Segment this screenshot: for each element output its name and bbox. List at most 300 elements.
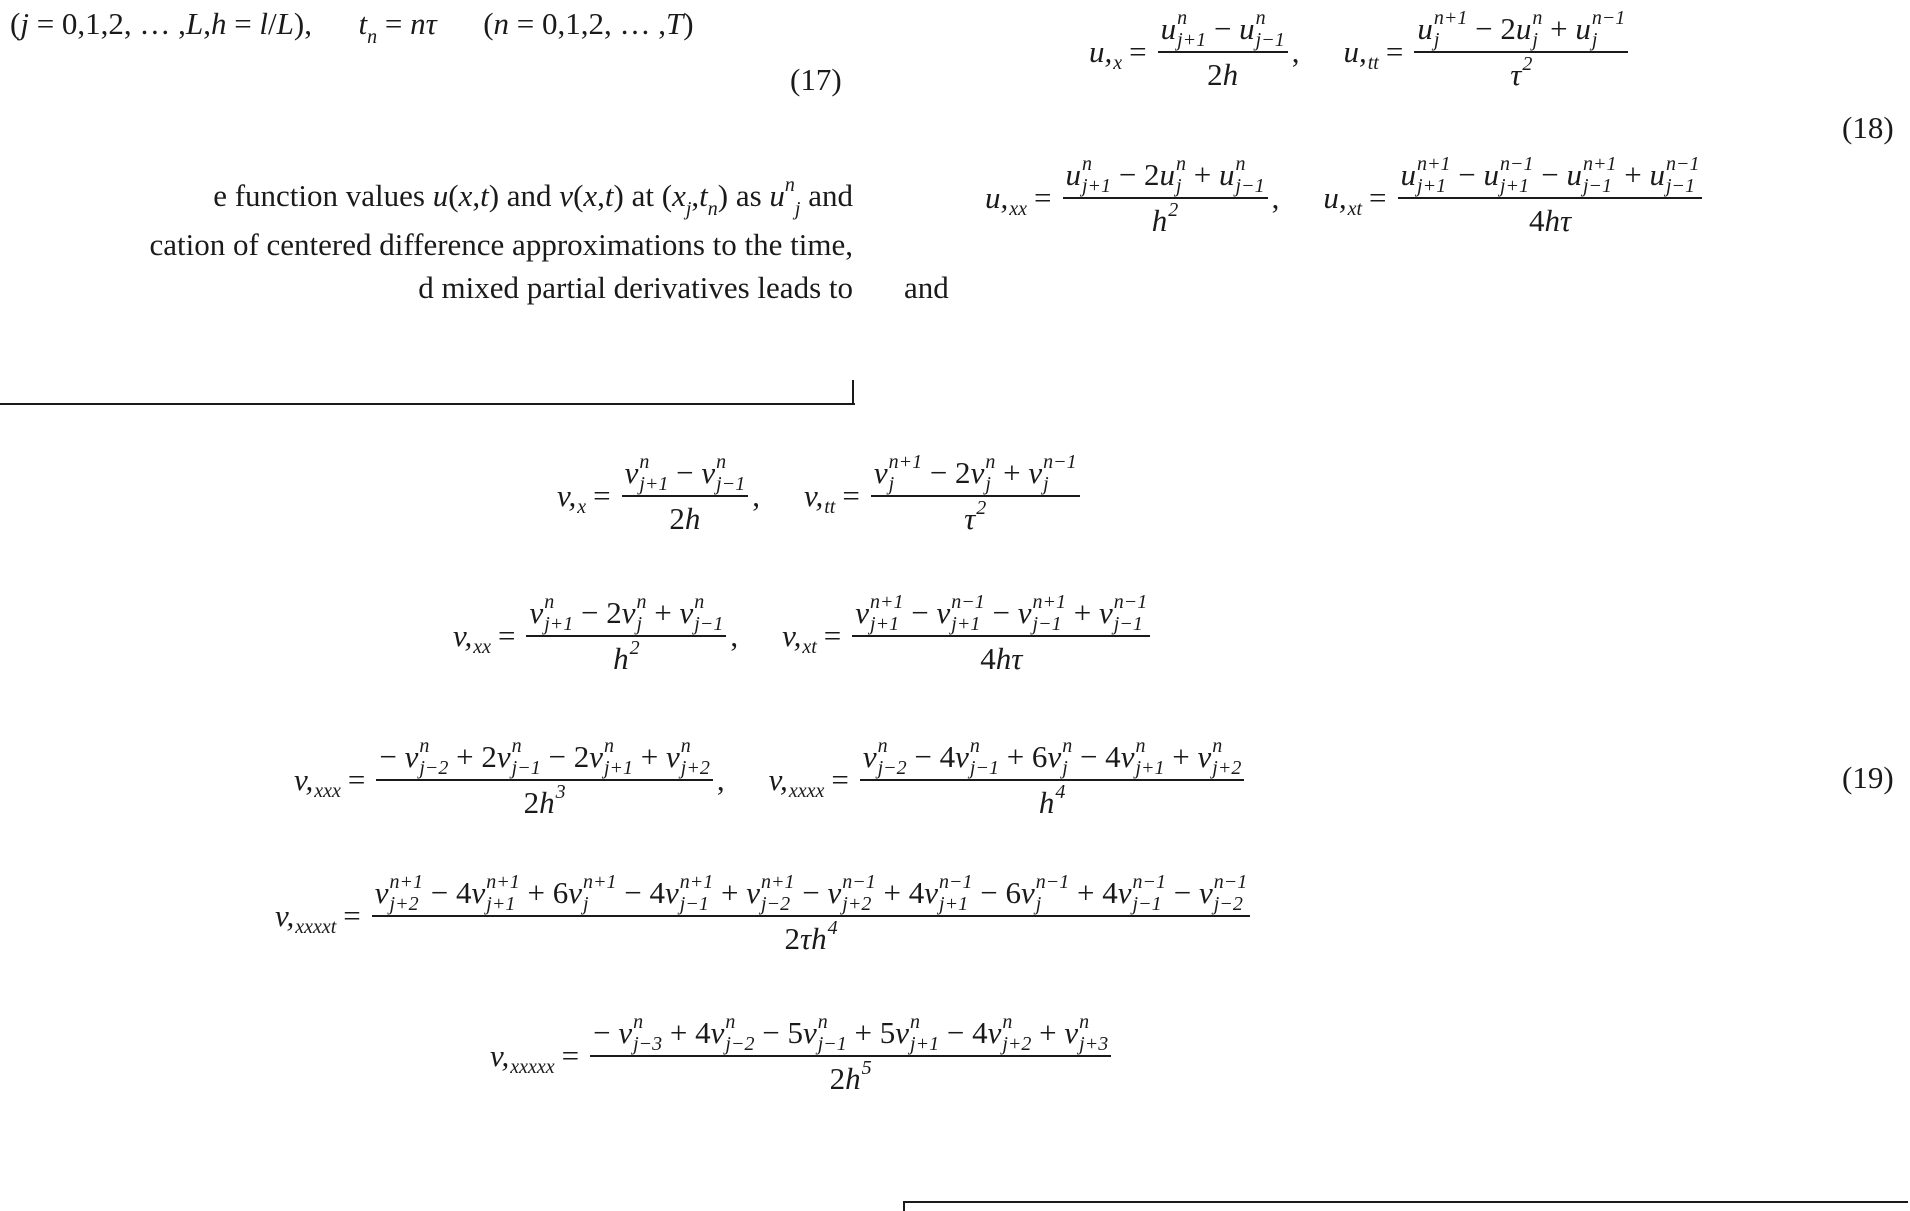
term-variable: v: [936, 595, 951, 630]
term-coefficient: +: [995, 455, 1029, 490]
fraction-numerator: [372, 871, 1251, 917]
term-scripts: [680, 873, 714, 913]
term-variable: v: [1017, 595, 1032, 630]
math-term: [1066, 155, 1112, 195]
term-coefficient: 4: [1528, 203, 1545, 238]
term-variable: u: [1649, 157, 1665, 192]
text-segment: ,: [472, 178, 481, 213]
term-subscript: j−1: [1582, 175, 1613, 197]
term-subscript: j: [888, 473, 895, 495]
term-scripts: [970, 737, 999, 777]
text-segment: = 0,1,2, … ,: [509, 6, 667, 41]
math-term: [1510, 55, 1532, 95]
term-coefficient: −: [903, 595, 937, 630]
equals-sign: =: [497, 618, 516, 653]
term-subscript: j+2: [1002, 1033, 1032, 1055]
term-subscript: j+1: [870, 613, 900, 635]
math-variable: t: [699, 178, 708, 213]
term-subscript: j−3: [633, 1033, 663, 1055]
term-scripts: [630, 639, 640, 679]
term-superscript: 2: [976, 497, 987, 519]
term-variable: v: [624, 455, 639, 490]
term-subscript: xt: [802, 636, 817, 658]
text-segment: (: [573, 178, 584, 213]
math-term: [453, 616, 491, 656]
column-rule-bottom-tick: [903, 1201, 905, 1211]
text-segment: /: [268, 6, 277, 41]
term-subscript: xx: [473, 636, 491, 658]
term-scripts: [1113, 32, 1122, 72]
term-scripts: [802, 616, 816, 656]
term-variable: u,: [1323, 180, 1347, 215]
term-variable: h: [1222, 57, 1239, 92]
math-term: [1165, 737, 1242, 777]
math-subscript: j: [794, 198, 801, 220]
math-variable: L: [185, 6, 204, 41]
term-subscript: j−1: [1113, 613, 1143, 635]
term-subscript: j+1: [544, 613, 574, 635]
term-variable: v: [1199, 875, 1213, 910]
fraction-numerator: [1398, 153, 1703, 199]
term-superscript: n+1: [1582, 153, 1617, 175]
math-term: [1039, 783, 1066, 823]
term-subscript: j+1: [951, 613, 981, 635]
math-variable: t: [604, 178, 614, 213]
term-variable: u: [1160, 11, 1177, 46]
term-scripts: [1082, 155, 1111, 195]
term-variable: v: [710, 1015, 725, 1050]
term-variable: v: [471, 875, 486, 910]
term-variable: v,: [782, 618, 802, 653]
term-scripts: [1368, 32, 1379, 72]
term-variable: u: [1566, 157, 1582, 192]
math-term: [769, 760, 825, 800]
term-scripts: [1133, 873, 1167, 913]
term-superscript: n: [716, 451, 727, 473]
math-term: [784, 919, 837, 959]
equation-item: [804, 451, 1084, 541]
fraction-denominator: [961, 497, 989, 541]
equation-row: [294, 735, 1248, 825]
term-scripts: [512, 737, 541, 777]
fraction: [622, 451, 749, 541]
fraction: [1063, 153, 1268, 243]
equation-item: [453, 591, 738, 681]
term-subscript: [828, 941, 838, 959]
text-segment: (: [10, 6, 21, 41]
math-term: [939, 1013, 1031, 1053]
term-scripts: [637, 593, 647, 633]
equals-sign: =: [1034, 180, 1052, 215]
term-variable: u: [1575, 11, 1591, 46]
equals-sign: =: [347, 762, 366, 797]
math-term: [1066, 593, 1147, 633]
term-subscript: j+1: [1417, 175, 1447, 197]
term-subscript: j: [636, 613, 643, 635]
fraction-numerator: [622, 451, 749, 497]
term-subscript: xxxx: [788, 780, 825, 802]
term-superscript: n+1: [888, 451, 923, 473]
term-superscript: n: [969, 735, 980, 757]
text-segment: (: [436, 6, 494, 41]
term-coefficient: + 6: [998, 739, 1048, 774]
fraction-denominator: [1204, 53, 1241, 97]
term-superscript: 2: [1522, 53, 1533, 75]
term-scripts: [544, 593, 573, 633]
fraction-denominator: [1526, 199, 1574, 243]
term-subscript: xxxxx: [510, 1056, 555, 1078]
term-scripts: [725, 1013, 754, 1053]
term-subscript: j+1: [1500, 175, 1530, 197]
term-subscript: x: [577, 496, 587, 518]
math-term: [1534, 155, 1617, 195]
math-term: [754, 1013, 846, 1053]
term-coefficient: +: [713, 875, 747, 910]
math-term: [1467, 9, 1542, 49]
math-subscript: j: [685, 198, 692, 220]
math-variable: T: [666, 6, 684, 41]
equals-sign: =: [831, 762, 849, 797]
term-subscript: [1168, 223, 1178, 241]
term-variable: v: [621, 595, 636, 630]
math-variable: h: [210, 6, 227, 41]
equals-sign: =: [593, 478, 611, 513]
term-superscript: n: [1062, 735, 1073, 757]
term-coefficient: −: [668, 455, 702, 490]
term-scripts: [862, 1059, 872, 1099]
term-coefficient: +: [646, 595, 680, 630]
term-coefficient: − 2: [540, 739, 590, 774]
text-segment: =: [226, 6, 260, 41]
term-subscript: j+1: [1135, 757, 1165, 779]
term-superscript: n: [1002, 1011, 1013, 1033]
term-variable: v: [746, 875, 761, 910]
term-variable: v,: [294, 762, 314, 797]
fraction: [1158, 7, 1288, 97]
term-variable: v: [1197, 739, 1212, 774]
term-variable: v: [1117, 875, 1132, 910]
term-superscript: n: [694, 591, 705, 613]
math-term: [625, 453, 669, 493]
term-subscript: j+1: [1177, 29, 1207, 51]
fraction-denominator: [1149, 199, 1182, 243]
term-variable: v,: [768, 762, 788, 797]
fraction-denominator: [781, 917, 840, 961]
fraction-numerator: [1414, 7, 1628, 53]
term-variable: τ: [1510, 57, 1522, 92]
term-variable: v: [496, 739, 511, 774]
term-subscript: j: [1062, 757, 1068, 779]
term-superscript: n: [680, 735, 691, 757]
term-coefficient: + 4: [662, 1015, 711, 1050]
term-subscript: j: [985, 473, 991, 495]
term-coefficient: + 4: [875, 875, 925, 910]
term-scripts: [1002, 1013, 1031, 1053]
term-coefficient: −: [379, 739, 405, 774]
fraction-numerator: [376, 735, 713, 781]
equation-row: [490, 1011, 1115, 1101]
term-variable: v: [873, 455, 888, 490]
term-scripts: [694, 593, 723, 633]
text-segment: ,: [597, 178, 605, 213]
trailing-comma: ,: [716, 762, 725, 797]
math-term: [1529, 203, 1571, 239]
term-variable: v,: [490, 1038, 510, 1073]
term-scripts: [1348, 178, 1362, 218]
math-term: [647, 593, 724, 633]
column-rule-top: [0, 403, 855, 405]
math-term: [1111, 155, 1186, 195]
term-coefficient: −: [1450, 157, 1484, 192]
term-variable: v: [618, 1015, 633, 1050]
term-coefficient: 2: [669, 501, 685, 536]
term-subscript: j+1: [603, 757, 634, 779]
math-term: [1451, 155, 1534, 195]
term-superscript: n: [1532, 7, 1543, 29]
term-coefficient: − 4: [616, 875, 666, 910]
math-term: [1152, 201, 1179, 241]
term-superscript: [1009, 178, 1027, 196]
math-term: [1206, 9, 1285, 49]
math-term: [1069, 873, 1166, 913]
term-subscript: j+1: [939, 893, 969, 915]
term-subscript: j+2: [389, 893, 419, 915]
math-term: [782, 616, 817, 656]
equation-item: [1343, 7, 1632, 97]
term-subscript: j−2: [725, 1033, 755, 1055]
term-scripts: [681, 737, 710, 777]
term-subscript: j−1: [1255, 29, 1285, 51]
text-segment: d mixed partial derivatives leads to: [418, 270, 853, 305]
term-scripts: [976, 499, 986, 539]
math-term: [1161, 9, 1207, 49]
fraction-numerator: [590, 1011, 1111, 1057]
math-term: [529, 593, 573, 633]
math-term: [593, 1013, 662, 1053]
term-superscript: n: [1212, 735, 1223, 757]
term-superscript: n: [877, 735, 888, 757]
equation-row: [275, 871, 1254, 961]
term-scripts: [1177, 9, 1206, 49]
fraction: [590, 1011, 1111, 1101]
term-scripts: [583, 873, 617, 913]
term-variable: v: [955, 739, 969, 774]
term-scripts: [1417, 155, 1451, 195]
math-variable: L: [276, 6, 294, 41]
math-variable: t: [480, 178, 489, 213]
math-variable: nτ: [410, 6, 437, 41]
term-superscript: 4: [1055, 781, 1066, 803]
math-term: [1089, 32, 1122, 72]
term-superscript: n−1: [1035, 871, 1070, 893]
term-superscript: [802, 616, 816, 634]
term-coefficient: − 4: [423, 875, 472, 910]
paragraph-line-1: [213, 174, 853, 220]
fraction: [1414, 7, 1628, 97]
math-term: [985, 593, 1066, 633]
term-superscript: n: [910, 1011, 921, 1033]
term-coefficient: 2: [523, 785, 540, 820]
term-subscript: j−2: [1213, 893, 1243, 915]
term-variable: hτ: [1544, 203, 1572, 238]
equals-sign: =: [561, 1038, 580, 1073]
term-subscript: j−1: [817, 1033, 847, 1055]
term-variable: v: [666, 739, 680, 774]
math-term: [490, 1036, 555, 1076]
math-term: [922, 453, 995, 493]
term-scripts: [1114, 593, 1148, 633]
trailing-comma: ,: [730, 618, 739, 653]
math-term: [973, 873, 1070, 913]
term-variable: τh: [799, 921, 827, 956]
math-variable: u: [432, 178, 449, 213]
fraction-denominator: [521, 781, 569, 825]
term-coefficient: −: [1533, 157, 1567, 192]
fraction: [372, 871, 1251, 961]
math-term: [669, 501, 700, 537]
term-scripts: [1583, 155, 1617, 195]
term-coefficient: −: [984, 595, 1018, 630]
math-term: [524, 783, 566, 823]
term-superscript: n−1: [1500, 153, 1534, 175]
math-variable: n: [493, 6, 510, 41]
term-superscript: 5: [861, 1057, 872, 1079]
math-variable: u: [769, 178, 785, 213]
term-variable: h: [1151, 203, 1168, 238]
math-variable: t: [358, 6, 368, 41]
term-superscript: [577, 476, 586, 494]
math-term: [904, 593, 985, 633]
math-term: [980, 641, 1022, 677]
term-scripts: [1036, 873, 1070, 913]
fraction-numerator: [871, 451, 1080, 497]
equation-row: [557, 451, 1084, 541]
term-coefficient: + 5: [846, 1015, 896, 1050]
math-term: [985, 178, 1027, 218]
term-superscript: n−1: [1591, 7, 1626, 29]
term-variable: v,: [803, 478, 824, 513]
term-variable: v: [895, 1015, 910, 1050]
term-superscript: [295, 896, 336, 914]
term-scripts: [633, 1013, 662, 1053]
term-scripts: [1256, 9, 1285, 49]
term-subscript: [556, 805, 566, 823]
term-coefficient: 2: [829, 1061, 846, 1096]
equation-item: [769, 735, 1249, 825]
term-variable: u,: [1089, 34, 1113, 69]
term-coefficient: −: [794, 875, 828, 910]
and-label: and: [904, 270, 949, 305]
term-variable: τ: [964, 501, 976, 536]
math-term: [379, 737, 448, 777]
term-variable: v: [970, 455, 985, 490]
term-scripts: [910, 1013, 939, 1053]
term-subscript: [1055, 805, 1065, 823]
term-superscript: 4: [827, 917, 838, 939]
term-coefficient: +: [1616, 157, 1650, 192]
term-superscript: n: [817, 1011, 828, 1033]
term-coefficient: + 4: [1069, 875, 1118, 910]
term-coefficient: − 2: [1467, 11, 1516, 46]
term-variable: v: [665, 875, 679, 910]
term-subscript: j: [1035, 893, 1042, 915]
term-subscript: tt: [1367, 52, 1379, 74]
term-variable: u: [1159, 157, 1176, 192]
text-segment: e function values: [213, 178, 433, 213]
fraction-numerator: [526, 591, 726, 637]
term-subscript: [630, 661, 640, 679]
term-superscript: 3: [555, 781, 566, 803]
math-subscript: n: [367, 26, 378, 48]
term-scripts: [1532, 9, 1542, 49]
term-scripts: [1009, 178, 1027, 218]
term-coefficient: −: [1206, 11, 1240, 46]
term-superscript: n+1: [583, 871, 617, 893]
equation-item: [294, 735, 725, 825]
math-variable: j: [20, 6, 29, 41]
text-segment: ,: [691, 178, 700, 213]
term-scripts: [295, 896, 336, 936]
term-variable: v: [589, 739, 603, 774]
term-subscript: j+1: [1082, 175, 1112, 197]
text-segment: (: [448, 178, 459, 213]
term-superscript: n: [636, 591, 647, 613]
term-variable: v: [827, 875, 842, 910]
term-variable: u: [1065, 157, 1081, 192]
term-scripts: [577, 476, 586, 516]
column-rule-top-tick: [852, 380, 854, 405]
term-scripts: [1522, 55, 1532, 95]
term-variable: u: [1239, 11, 1255, 46]
math-term: [874, 453, 922, 493]
math-term: [1542, 9, 1625, 49]
term-subscript: j: [1176, 175, 1182, 197]
term-scripts: [1055, 783, 1065, 823]
term-superscript: 2: [629, 637, 640, 659]
term-subscript: j: [1043, 473, 1049, 495]
math-term: [1072, 737, 1164, 777]
equation-number-19: (19): [1842, 760, 1894, 795]
term-subscript: xt: [1347, 198, 1363, 220]
term-scripts: [1176, 155, 1186, 195]
term-subscript: j−2: [877, 757, 907, 779]
term-coefficient: −: [593, 1015, 619, 1050]
term-subscript: j: [1591, 29, 1598, 51]
equation-item: [275, 871, 1254, 961]
term-variable: u: [1400, 157, 1417, 192]
math-term: [1343, 32, 1378, 72]
text-segment: ) as: [717, 178, 770, 213]
term-superscript: n: [511, 735, 522, 757]
fraction-denominator: [666, 497, 703, 541]
term-subscript: j−1: [716, 473, 746, 495]
term-superscript: n: [544, 591, 555, 613]
term-superscript: [789, 760, 825, 778]
term-scripts: [985, 453, 995, 493]
fraction-denominator: [827, 1057, 875, 1101]
term-scripts: [390, 873, 424, 913]
term-coefficient: − 4: [906, 739, 956, 774]
trailing-comma: ,: [1271, 180, 1280, 215]
term-superscript: n: [1082, 153, 1092, 175]
math-term: [1166, 873, 1247, 913]
term-coefficient: − 4: [939, 1015, 988, 1050]
term-superscript: n+1: [389, 871, 424, 893]
term-scripts: [473, 616, 491, 656]
term-variable: v: [862, 739, 877, 774]
term-variable: v,: [557, 478, 577, 513]
term-superscript: n: [1255, 7, 1266, 29]
